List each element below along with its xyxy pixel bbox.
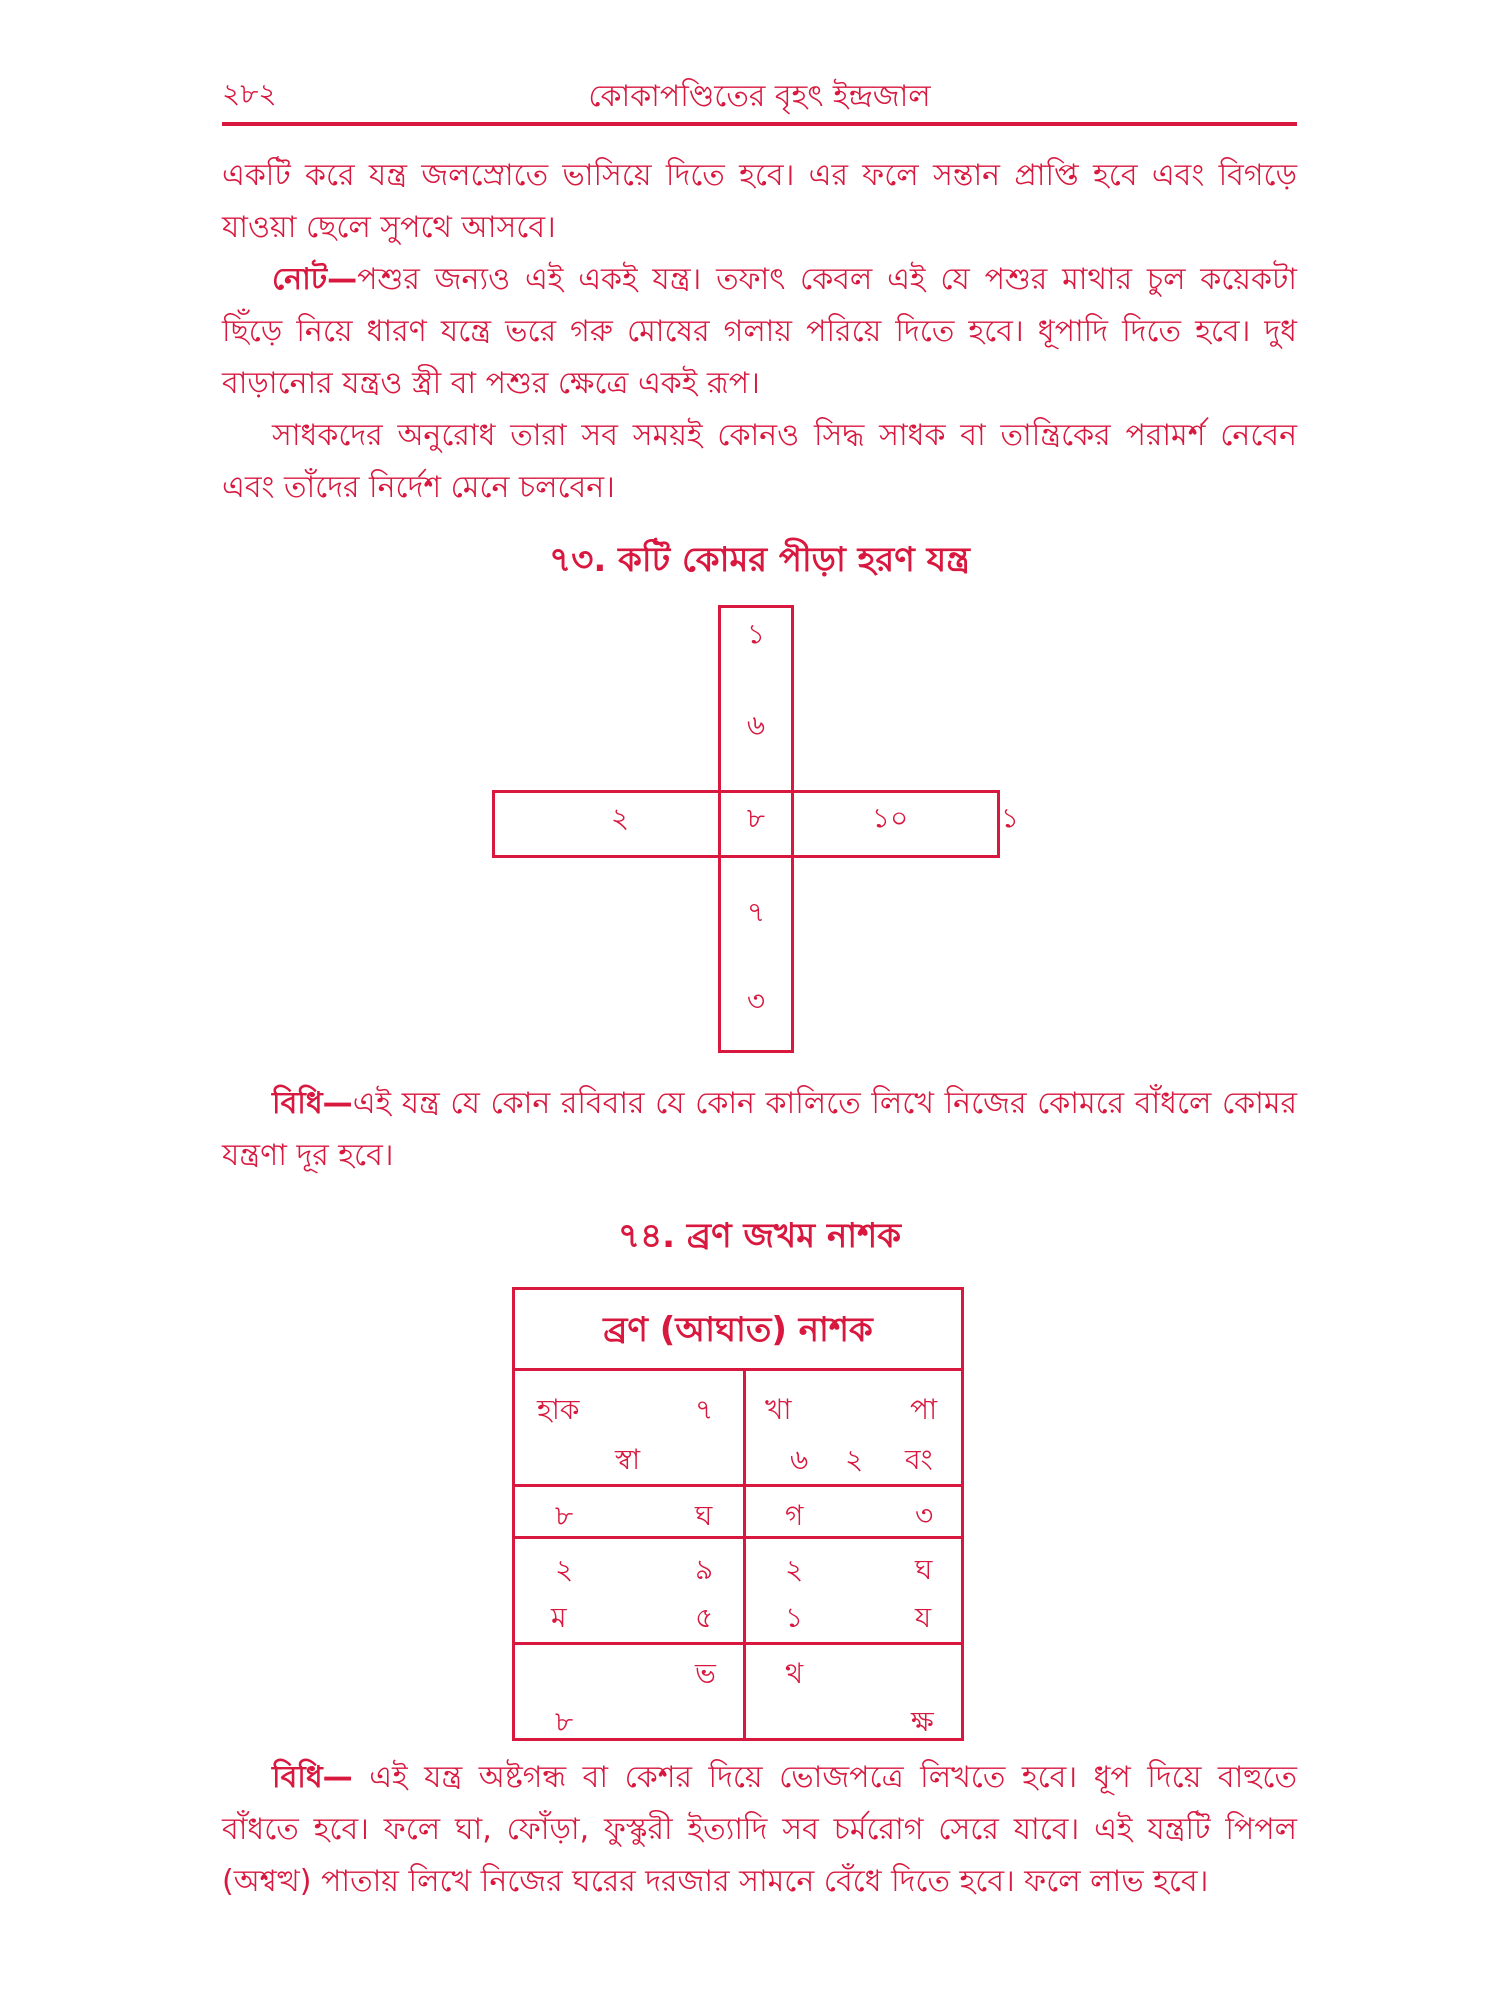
method-label-74: বিধি— (272, 1760, 353, 1795)
cross-number-bottom-2: ৩ (746, 984, 766, 1018)
table-cell: ২ (555, 1553, 574, 1586)
table-rule-4 (515, 1642, 961, 1645)
cross-number-right: ১০ (871, 801, 909, 835)
table-cell: ঘ (695, 1499, 713, 1532)
table-cell: ১ (785, 1601, 804, 1634)
table-cell: পা (910, 1393, 938, 1426)
advice-paragraph: সাধকদের অনুরোধ তারা সব সময়ই কোনও সিদ্ধ সাধক বা তান্ত্রিকের পরামর্শ নেবেন এবং তাঁদের নির্দেশ মেনে চলবেন। (222, 418, 1297, 505)
yantra-table (512, 1287, 964, 1741)
running-title: কোকাপণ্ডিতের বৃহৎ ইন্দ্রজাল (588, 79, 931, 114)
table-cell: ক্ষ (911, 1705, 934, 1738)
table-rule-3 (515, 1536, 961, 1539)
page-header (222, 72, 1297, 122)
page-number: ২৮২ (222, 77, 277, 110)
section-74-method (222, 1752, 1297, 1908)
table-cell: ৬ (790, 1443, 809, 1476)
table-cell: ভ (695, 1657, 716, 1690)
table-column-divider (743, 1368, 746, 1738)
section-73-method (222, 1078, 1297, 1182)
note-paragraph (222, 254, 1297, 410)
cross-number-center: ৮ (746, 801, 766, 835)
method-text-73: এই যন্ত্র যে কোন রবিবার যে কোন কালিতে লিখে নিজের কোমরে বাঁধলে কোমর যন্ত্রণা দূর হবে। (222, 1086, 1297, 1173)
table-cell: ৫ (695, 1601, 714, 1634)
table-cell: গ (785, 1499, 804, 1532)
intro-text (222, 150, 1297, 514)
table-cell: ৭ (695, 1393, 714, 1426)
table-rule-2 (515, 1484, 961, 1487)
cross-divider-right (791, 790, 794, 858)
header-rule (222, 122, 1297, 126)
cross-number-top-2: ৬ (746, 708, 766, 742)
section-74-title: ৭৪. ব্রণ জখম নাশক (617, 1216, 902, 1256)
method-paragraph-73 (222, 1078, 1297, 1182)
table-cell: ২ (785, 1553, 804, 1586)
cross-number-edge: ১ (1000, 801, 1020, 835)
table-cell: ৮ (555, 1705, 574, 1738)
table-cell: ৯ (695, 1553, 714, 1586)
method-paragraph-74 (222, 1752, 1297, 1908)
method-label-73: বিধি— (272, 1086, 353, 1121)
table-cell: বং (905, 1443, 933, 1476)
table-cell: হাক (537, 1393, 580, 1426)
table-cell: ঘ (915, 1553, 933, 1586)
cross-divider-left (718, 790, 721, 858)
method-text-74: এই যন্ত্র অষ্টগন্ধ বা কেশর দিয়ে ভোজপত্রে লিখতে হবে। ধূপ দিয়ে বাহুতে বাঁধতে হবে। ফলে ঘা, ফোঁড়া, ফুস্কুরী ইত্যাদি সব চর্মরোগ সেরে যাবে। এই যন্ত্রটি পিপল (অশ্বত্থ) পাতায় লিখে নিজের ঘরের দরজার সামনে বেঁধে দিতে হবে। ফলে লাভ হবে। (222, 1760, 1297, 1899)
table-cell: ৮ (555, 1499, 574, 1532)
intro-paragraph: একটি করে যন্ত্র জলস্রোতে ভাসিয়ে দিতে হবে। এর ফলে সন্তান প্রাপ্তি হবে এবং বিগড়ে যাওয়া ছেলে সুপথে আসবে। (222, 158, 1297, 245)
note-text: পশুর জন্যও এই একই যন্ত্র। তফাৎ কেবল এই যে পশুর মাথার চুল কয়েকটা ছিঁড়ে নিয়ে ধারণ যন্ত্রে ভরে গরু মোষের গলায় পরিয়ে দিতে হবে। ধূপাদি দিতে হবে। দুধ বাড়ানোর যন্ত্রও স্ত্রী বা পশুর ক্ষেত্রে একই রূপ। (222, 262, 1297, 401)
cross-number-bottom-1: ৭ (746, 895, 766, 929)
table-cell: থ (785, 1657, 804, 1690)
note-label: নোট— (272, 262, 358, 297)
table-cell: ৩ (915, 1499, 934, 1532)
table-rule-1 (515, 1368, 961, 1371)
yantra-table-title: ব্রণ (আঘাত) নাশক (603, 1310, 873, 1350)
table-cell: য (915, 1601, 932, 1634)
cross-number-left: ২ (610, 801, 630, 835)
table-cell: ম (551, 1601, 567, 1634)
table-cell: স্বা (615, 1443, 641, 1476)
table-cell: ২ (845, 1443, 864, 1476)
table-cell: খা (765, 1393, 792, 1426)
cross-number-top-1: ১ (746, 617, 766, 651)
section-73-title: ৭৩. কটি কোমর পীড়া হরণ যন্ত্র (549, 540, 970, 580)
